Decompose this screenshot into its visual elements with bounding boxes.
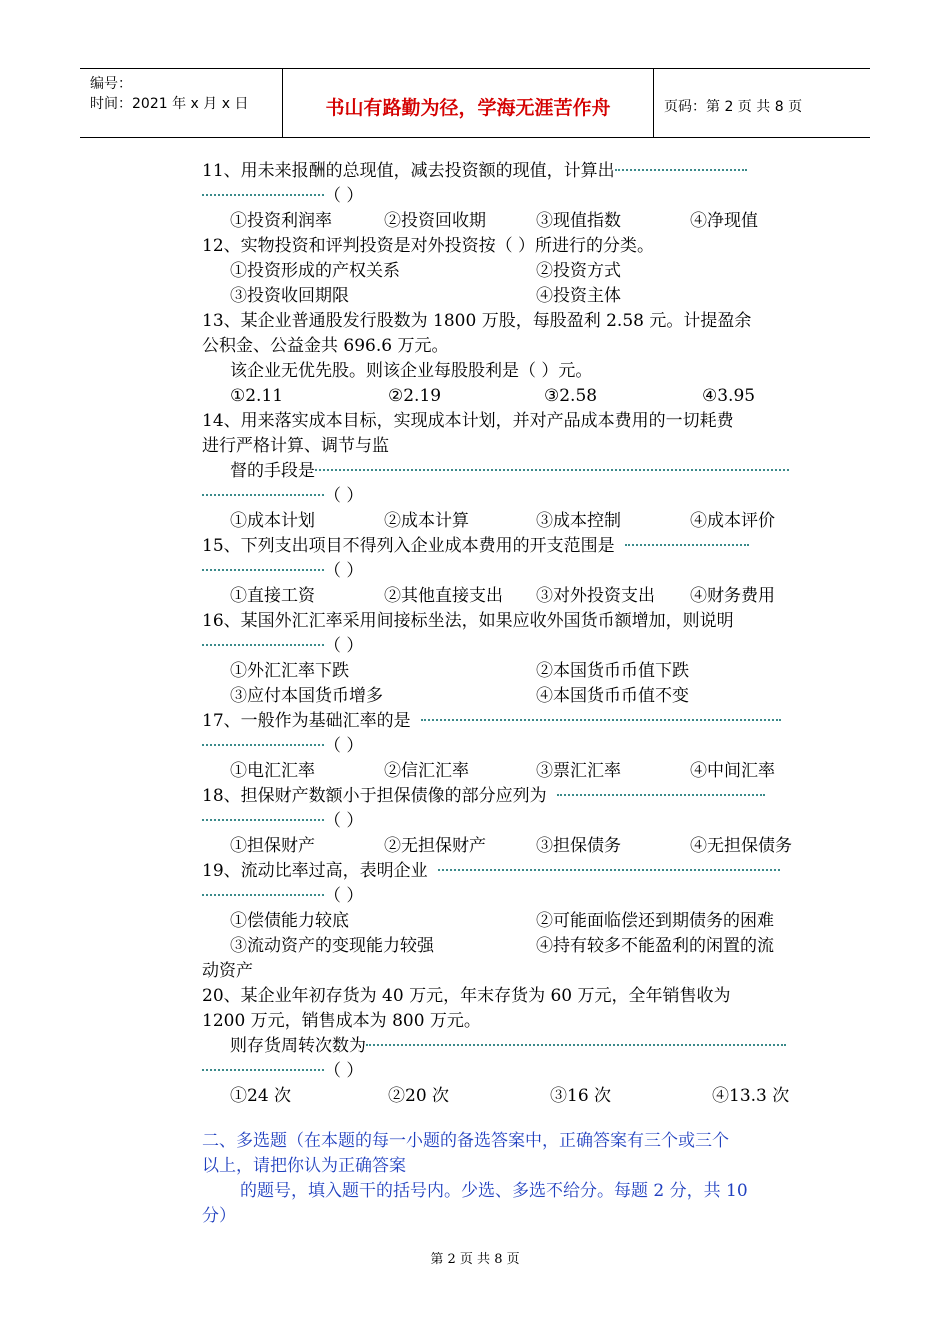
q17-option-1: ①电汇汇率: [230, 761, 315, 781]
q16-option-3: ③应付本国货币增多: [230, 686, 383, 706]
q18-paren-line: [202, 810, 363, 832]
header-motto: 书山有路勤为径，学海无涯苦作舟: [282, 69, 654, 137]
q20-option-4: ④13.3 次: [712, 1086, 790, 1106]
q19-option-1: ①偿债能力较底: [230, 911, 349, 931]
q15-stem-line: [202, 535, 749, 557]
q15-paren-line: [202, 560, 363, 582]
q11-option-1: ①投资利润率: [230, 211, 332, 231]
q18-option-4: ④无担保债务: [690, 836, 792, 856]
q14-option-4: ④成本评价: [690, 511, 775, 531]
q20-option-1: ①24 次: [230, 1086, 292, 1106]
q14-option-2: ②成本计算: [384, 511, 469, 531]
q18-stem: 18、担保财产数额小于担保债像的部分应列为: [202, 786, 547, 806]
q15-option-4: ④财务费用: [690, 586, 775, 606]
q16-stem: 16、某国外汇汇率采用间接标坐法，如果应收外国货币额增加，则说明: [202, 611, 734, 631]
q15-option-3: ③对外投资支出: [536, 586, 655, 606]
q17-paren: （ ）: [324, 736, 364, 756]
q11-stem: 11、用未来报酬的总现值，减去投资额的现值，计算出: [202, 161, 615, 181]
q15-option-1: ①直接工资: [230, 586, 315, 606]
q15-option-2: ②其他直接支出: [384, 586, 503, 606]
section2-line-3: 的题号，填入题干的括号内。少选、多选不给分。每题 2 分，共 10: [240, 1181, 748, 1201]
q11-option-4: ④净现值: [690, 211, 758, 231]
q19-stem-line: [202, 860, 780, 882]
q12-option-4: ④投资主体: [536, 286, 621, 306]
page-footer: 第 2 页 共 8 页: [430, 1252, 520, 1267]
q19-option-3: ③流动资产的变现能力较强: [230, 936, 434, 956]
q16-paren-line: [202, 635, 363, 657]
q20-stem-1: 20、某企业年初存货为 40 万元，年末存货为 60 万元，全年销售收为: [202, 986, 731, 1006]
q18-option-1: ①担保财产: [230, 836, 315, 856]
q14-stem-3-line: [230, 460, 789, 482]
q17-stem: 17、一般作为基础汇率的是: [202, 711, 411, 731]
q20-stem-2: 1200 万元，销售成本为 800 万元。: [202, 1011, 481, 1031]
q13-option-2: ②2.19: [388, 386, 442, 406]
q13-option-1: ①2.11: [230, 386, 284, 406]
header-meta: [80, 69, 282, 137]
header-page-info: 页码：第 2 页 共 8 页: [664, 99, 803, 115]
q20-paren: （ ）: [324, 1061, 364, 1081]
q12-option-2: ②投资方式: [536, 261, 621, 281]
q13-stem-3: 该企业无优先股。则该企业每股股利是（ ）元。: [230, 361, 593, 381]
q11-stem-line: [202, 160, 747, 182]
q15-paren: （ ）: [324, 561, 364, 581]
q12-option-3: ③投资收回期限: [230, 286, 349, 306]
q11-option-3: ③现值指数: [536, 211, 621, 231]
q17-option-3: ③票汇汇率: [536, 761, 621, 781]
q17-stem-line: [202, 710, 781, 732]
q17-option-2: ②信汇汇率: [384, 761, 469, 781]
section2-line-4: 分）: [202, 1206, 236, 1226]
q18-option-3: ③担保债务: [536, 836, 621, 856]
q16-paren: （ ）: [324, 636, 364, 656]
q20-paren-line: [202, 1060, 363, 1082]
q13-stem-2: 公积金、公益金共 696.6 万元。: [202, 336, 449, 356]
q20-stem-3: 则存货周转次数为: [230, 1036, 366, 1056]
q11-option-2: ②投资回收期: [384, 211, 486, 231]
q13-stem-1: 13、某企业普通股发行股数为 1800 万股，每股盈利 2.58 元。计提盈余: [202, 311, 752, 331]
section2-line-1: 二、多选题（在本题的每一小题的备选答案中，正确答案有三个或三个: [202, 1131, 729, 1151]
section2-line-2: 以上，请把你认为正确答案: [202, 1156, 406, 1176]
q18-option-2: ②无担保财产: [384, 836, 486, 856]
q18-stem-line: [202, 785, 765, 807]
page-header: [80, 68, 870, 138]
q19-option-4: ④持有较多不能盈利的闲置的流: [536, 936, 774, 956]
q17-paren-line: [202, 735, 363, 757]
q14-paren-line: [202, 485, 363, 507]
header-date: 时间：2021 年 x 月 x 日: [90, 96, 249, 112]
q12-option-1: ①投资形成的产权关系: [230, 261, 400, 281]
q16-option-2: ②本国货币币值下跌: [536, 661, 689, 681]
q14-stem-1: 14、用来落实成本目标，实现成本计划，并对产品成本费用的一切耗费: [202, 411, 734, 431]
q20-option-3: ③16 次: [550, 1086, 612, 1106]
q19-paren-line: [202, 885, 363, 907]
q20-option-2: ②20 次: [388, 1086, 450, 1106]
q19-paren: （ ）: [324, 886, 364, 906]
code-label: 编号：: [90, 76, 132, 92]
q19-option-2: ②可能面临偿还到期债务的困难: [536, 911, 774, 931]
q16-option-4: ④本国货币币值不变: [536, 686, 689, 706]
q17-option-4: ④中间汇率: [690, 761, 775, 781]
q13-option-4: ④3.95: [702, 386, 756, 406]
q14-option-1: ①成本计划: [230, 511, 315, 531]
q13-option-3: ③2.58: [544, 386, 598, 406]
q14-paren: （ ）: [324, 486, 364, 506]
q12-stem: 12、实物投资和评判投资是对外投资按（ ）所进行的分类。: [202, 236, 655, 256]
q14-option-3: ③成本控制: [536, 511, 621, 531]
q19-option-4-wrap: 动资产: [202, 961, 253, 981]
q14-stem-2: 进行严格计算、调节与监: [202, 436, 389, 456]
q14-stem-3: 督的手段是: [230, 461, 315, 481]
q18-paren: （ ）: [324, 811, 364, 831]
q15-stem: 15、下列支出项目不得列入企业成本费用的开支范围是: [202, 536, 615, 556]
q11-paren-line: [202, 185, 363, 207]
q20-stem-3-line: [230, 1035, 786, 1057]
q16-option-1: ①外汇汇率下跌: [230, 661, 349, 681]
q11-paren: （ ）: [324, 186, 364, 206]
q19-stem: 19、流动比率过高，表明企业: [202, 861, 428, 881]
